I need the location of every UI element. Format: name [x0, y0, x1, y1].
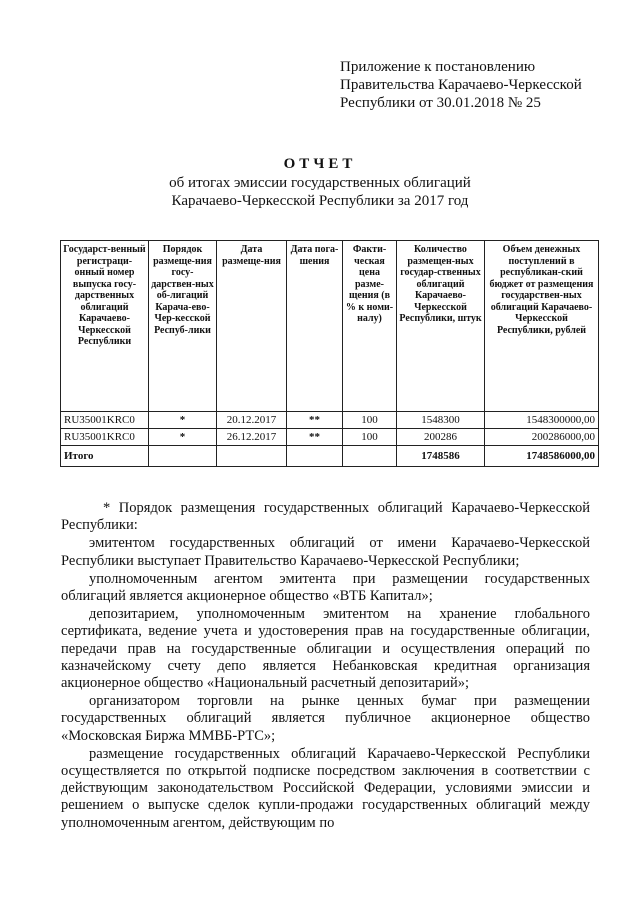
total-amount: 1748586000,00 — [485, 446, 599, 467]
subtitle-line-1: об итогах эмиссии государственных облигаций — [169, 175, 471, 191]
header-registration-number: Государст-венный регистраци-онный номер выпуска госу-дарственных облигаций Карачаево-Черкесской Республики — [61, 241, 149, 412]
cell-maturity-date: ** — [287, 429, 343, 446]
subtitle-line-2: Карачаево-Черкесской Республики за 2017 год — [171, 193, 469, 209]
cell-registration-number: RU35001KRC0 — [61, 412, 149, 429]
table-header-row — [61, 241, 599, 412]
header-maturity-date: Дата пога-шения — [287, 241, 343, 412]
cell-actual-price: 100 — [343, 412, 397, 429]
cell-placement-date: 20.12.2017 — [217, 412, 287, 429]
total-empty-cell — [217, 446, 287, 467]
appendix-line-1: Приложение к постановлению — [340, 59, 536, 75]
emission-report-table — [60, 240, 599, 467]
total-empty-cell — [287, 446, 343, 467]
paragraph-issuer: эмитентом государственных облигаций от имени Карачаево-Черкесской Республики выступает Правительство Карачаево-Черкесской Республики; — [61, 535, 590, 569]
total-empty-cell — [343, 446, 397, 467]
paragraph-trading-organizer: организатором торговли на рынке ценных бумаг при размещении государственных облигаций является публичное акционерное общество «Московская Биржа ММВБ-РТС»; — [61, 693, 590, 744]
cell-budget-proceeds: 200286000,00 — [485, 429, 599, 446]
cell-registration-number: RU35001KRC0 — [61, 429, 149, 446]
appendix-note — [340, 58, 630, 112]
appendix-line-3: Республики от 30.01.2018 № 25 — [340, 95, 541, 111]
document-title: ОТЧЕТ — [283, 156, 357, 172]
cell-maturity-date: ** — [287, 412, 343, 429]
cell-actual-price: 100 — [343, 429, 397, 446]
total-label: Итого — [61, 446, 149, 467]
table-row — [61, 412, 599, 429]
paragraph-authorized-agent: уполномоченным агентом эмитента при размещении государственных облигаций является акционерное общество «ВТБ Капитал»; — [61, 570, 590, 605]
total-empty-cell — [149, 446, 217, 467]
header-placement-date: Дата размеще-ния — [217, 241, 287, 412]
header-placement-procedure: Порядок размеще-ния госу-дарствен-ных об-лигаций Карача-ево-Чер-кесской Респуб-лики — [149, 241, 217, 412]
table-row — [61, 429, 599, 446]
cell-quantity: 200286 — [397, 429, 485, 446]
total-quantity: 1748586 — [397, 446, 485, 467]
paragraph-placement-method: размещение государственных облигаций Карачаево-Черкесской Республики осуществляется по открытой подписке посредством заключения в соответствии с действующим законодательством Российской Федерации, условиями эмиссии и решением о выпуске сделок купли-продажи государственных облигаций между уполномоченным агентом, действующим по — [61, 745, 590, 831]
cell-placement-procedure: * — [149, 429, 217, 446]
paragraph-depositary: депозитарием, уполномоченным эмитентом на хранение глобального сертификата, ведение учета и удостоверения прав на государственные облигации, передачи прав на государственные облигации и осуществления операций по казначейскому счету депо является Небанковская кредитная организация акционерное общество «Национальный расчетный депозитарий»; — [61, 606, 590, 692]
table-total-row — [61, 446, 599, 467]
appendix-line-2: Правительства Карачаево-Черкесской — [340, 77, 582, 93]
document-subtitle — [0, 174, 640, 210]
header-budget-proceeds: Объем денежных поступлений в республикан-ский бюджет от размещения государствен-ных облигаций Карачаево-Черкесской Республики, рублей — [485, 241, 599, 412]
cell-budget-proceeds: 1548300000,00 — [485, 412, 599, 429]
cell-placement-procedure: * — [149, 412, 217, 429]
header-quantity: Количество размещен-ных государ-ственных облигаций Карачаево-Черкесской Республики, штук — [397, 241, 485, 412]
header-actual-price: Факти-ческая цена разме-щения (в % к номи-налу) — [343, 241, 397, 412]
cell-placement-date: 26.12.2017 — [217, 429, 287, 446]
body-text — [61, 500, 590, 833]
paragraph-placement-procedure: * Порядок размещения государственных облигаций Карачаево-Черкесской Республики: — [61, 500, 590, 534]
cell-quantity: 1548300 — [397, 412, 485, 429]
